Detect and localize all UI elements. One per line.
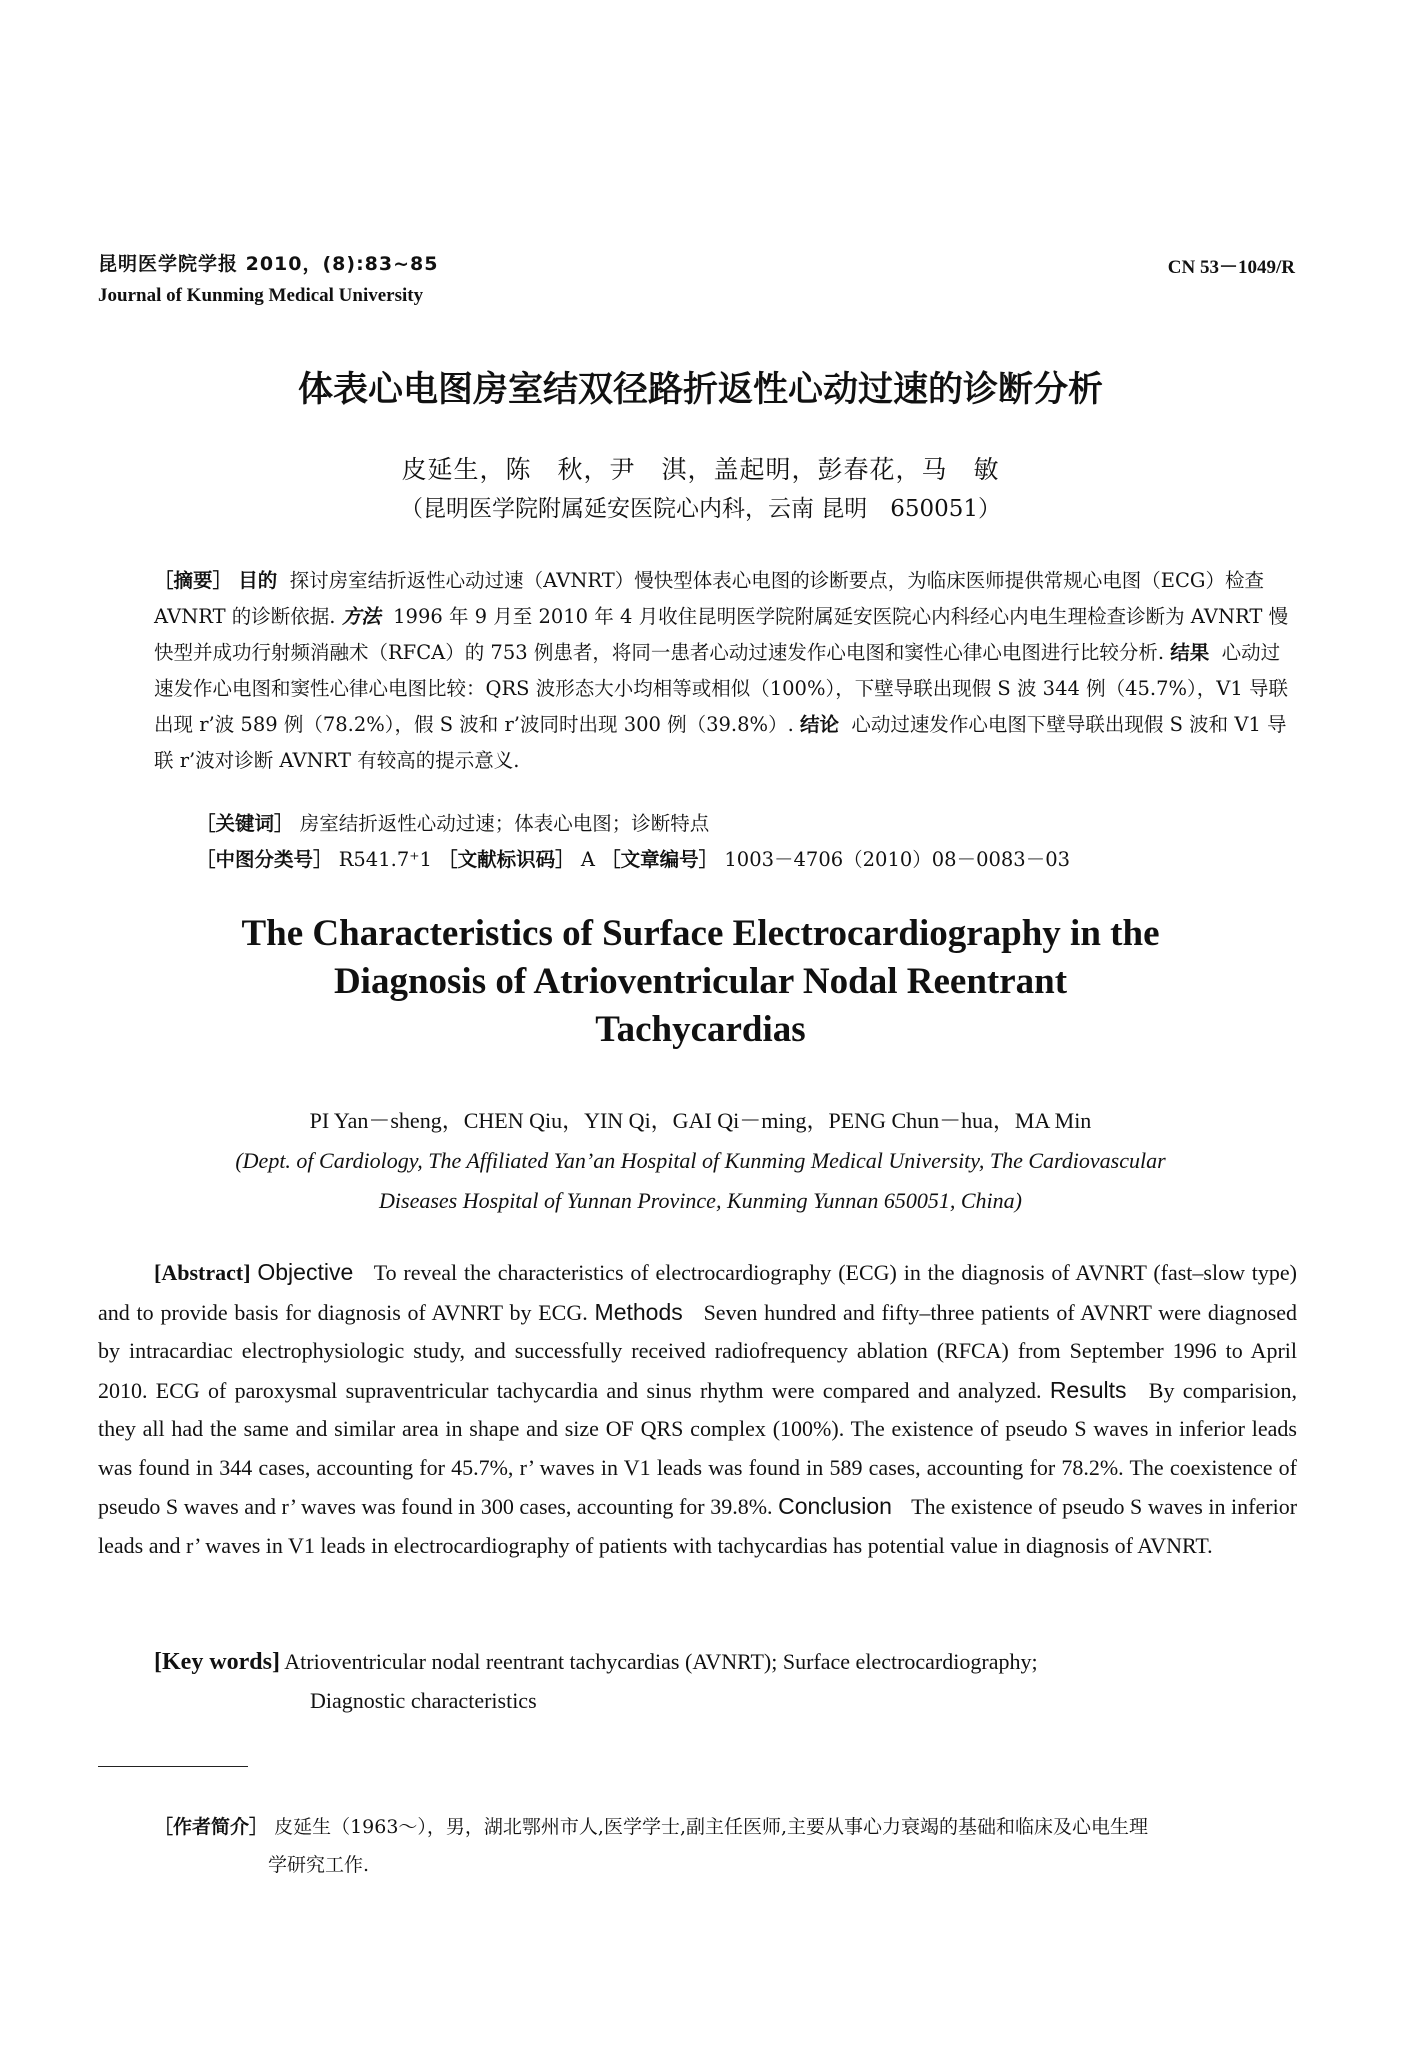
article-id-value: 1003－4706（2010）08－0083－03: [724, 848, 1071, 871]
keywords-en-line-2: Diagnostic characteristics: [310, 1687, 537, 1713]
footnote-label: ［作者简介］: [154, 1816, 269, 1838]
abstract-en: [98, 1253, 1297, 1565]
methods-en-label: Methods: [594, 1298, 683, 1325]
authors-cn: 皮延生，陈 秋，尹 淇，盖起明，彭春花，马 敏: [401, 455, 1000, 484]
title-cn: 体表心电图房室结双径路折返性心动过速的诊断分析: [297, 370, 1103, 410]
abstract-en-label: [Abstract]: [154, 1260, 251, 1285]
affiliation-en: [0, 1141, 1401, 1221]
keywords-en-label: [Key words]: [154, 1649, 280, 1675]
cn-code: CN 53－1049/R: [1167, 257, 1295, 278]
affiliation-en-line-1: (Dept. of Cardiology, The Affiliated Yan’an Hospital of Kunming Medical University, The Cardiovascular: [235, 1148, 1166, 1173]
conclusion-cn-text: 心动过速发作心电图下壁导联出现假 S 波和 V1 导联 r’波对诊断 AVNRT 有较高的提示意义.: [154, 713, 1287, 772]
classification-cn: [196, 844, 1296, 872]
affiliation-cn: （昆明医学院附属延安医院心内科，云南 昆明 650051）: [399, 496, 1002, 522]
results-cn-label: 结果: [1170, 641, 1210, 664]
footnote-divider: [98, 1766, 248, 1767]
objective-cn-text: 探讨房室结折返性心动过速（AVNRT）慢快型体表心电图的诊断要点，为临床医师提供常规心电图（ECG）检查 AVNRT 的诊断依据.: [154, 569, 1264, 628]
doc-code-label: ［文献标识码］: [438, 848, 575, 871]
keywords-cn-text: 房室结折返性心动过速；体表心电图；诊断特点: [299, 812, 710, 835]
methods-cn-label: 方法: [341, 605, 381, 628]
affiliation-en-line-2: Diseases Hospital of Yunnan Province, Kunming Yunnan 650051, China): [379, 1188, 1022, 1213]
objective-en-text: To reveal the characteristics of electrocardiography (ECG) in the diagnosis of AVNRT (fast–slow type) and to provide basis for diagnosis of AVNRT by ECG.: [98, 1260, 1298, 1325]
title-en-line-2: Diagnosis of Atrioventricular Nodal Reentrant: [333, 961, 1068, 1002]
clc-label: ［中图分类号］: [196, 848, 333, 871]
methods-cn-text: 1996 年 9 月至 2010 年 4 月收住昆明医学院附属延安医院心内科经心内电生理检查诊断为 AVNRT 慢快型并成功行射频消融术（RFCA）的 753 例患者，将同一患者心动过速发作心电图和窦性心律心电图进行比较分析.: [154, 605, 1289, 664]
conclusion-en-label: Conclusion: [778, 1493, 892, 1519]
keywords-cn: [196, 808, 1296, 836]
title-en: [0, 910, 1401, 1054]
clc-value: R541.7⁺1: [338, 848, 432, 871]
title-en-line-1: The Characteristics of Surface Electrocardiography in the: [241, 913, 1160, 954]
conclusion-cn-label: 结论: [799, 713, 839, 736]
footnote-line-2: 学研究工作.: [268, 1854, 370, 1876]
keywords-cn-label: ［关键词］: [196, 812, 294, 835]
objective-cn-label: 目的: [238, 569, 278, 592]
journal-header-en: Journal of Kunming Medical University: [98, 285, 424, 306]
authors-en: PI Yan－sheng，CHEN Qiu，YIN Qi，GAI Qi－ming，PENG Chun－hua，MA Min: [309, 1108, 1092, 1133]
methods-en-text: Seven hundred and fifty–three patients of AVNRT were diagnosed by intracardiac electrophysiologic study, and successfully received radiofrequency ablation (RFCA) from September 1996 to April 2010. ECG of paroxysmal supraventricular tachycardia and sinus rhythm were compared and analyzed.: [98, 1299, 1298, 1403]
footnote-line-1: 皮延生（1963～），男，湖北鄂州市人,医学学士,副主任医师,主要从事心力衰竭的基础和临床及心电生理: [274, 1816, 1149, 1838]
results-en-label: Results: [1049, 1376, 1127, 1403]
keywords-en: [154, 1643, 1304, 1720]
title-en-line-3: Tachycardias: [595, 1009, 806, 1050]
abstract-cn: [154, 563, 1290, 779]
journal-header-cn: 昆明医学院学报 2010，(8):83~85: [98, 253, 439, 275]
doc-code-value: A: [580, 848, 595, 871]
author-footnote: [154, 1808, 1304, 1884]
results-en-text: By comparision, they all had the same and similar area in shape and size OF QRS complex (100%). The existence of pseudo S waves in inferior leads was found in 344 cases, accounting for 45.7%, r’ waves in V1 leads was found in 589 cases, accounting for 78.2%. The coexistence of pseudo S waves and r’ waves was found in 300 cases, accounting for 39.8%.: [98, 1377, 1297, 1519]
objective-en-label: Objective: [257, 1259, 354, 1285]
article-id-label: ［文章编号］: [601, 848, 719, 871]
results-cn-text: 心动过速发作心电图和窦性心律心电图比较：QRS 波形态大小均相等或相似（100%），下壁导联出现假 S 波 344 例（45.7%），V1 导联出现 r’波 589 例（78.2%），假 S 波和 r’波同时出现 300 例（39.8%）.: [154, 641, 1288, 736]
conclusion-en-text: The existence of pseudo S waves in inferior leads and r’ waves in V1 leads in electrocardiography of patients with tachycardias has potential value in diagnosis of AVNRT.: [98, 1494, 1298, 1558]
abstract-cn-label: ［摘要］: [154, 569, 233, 592]
keywords-en-line-1: Atrioventricular nodal reentrant tachycardias (AVNRT); Surface electrocardiography;: [284, 1649, 1038, 1674]
